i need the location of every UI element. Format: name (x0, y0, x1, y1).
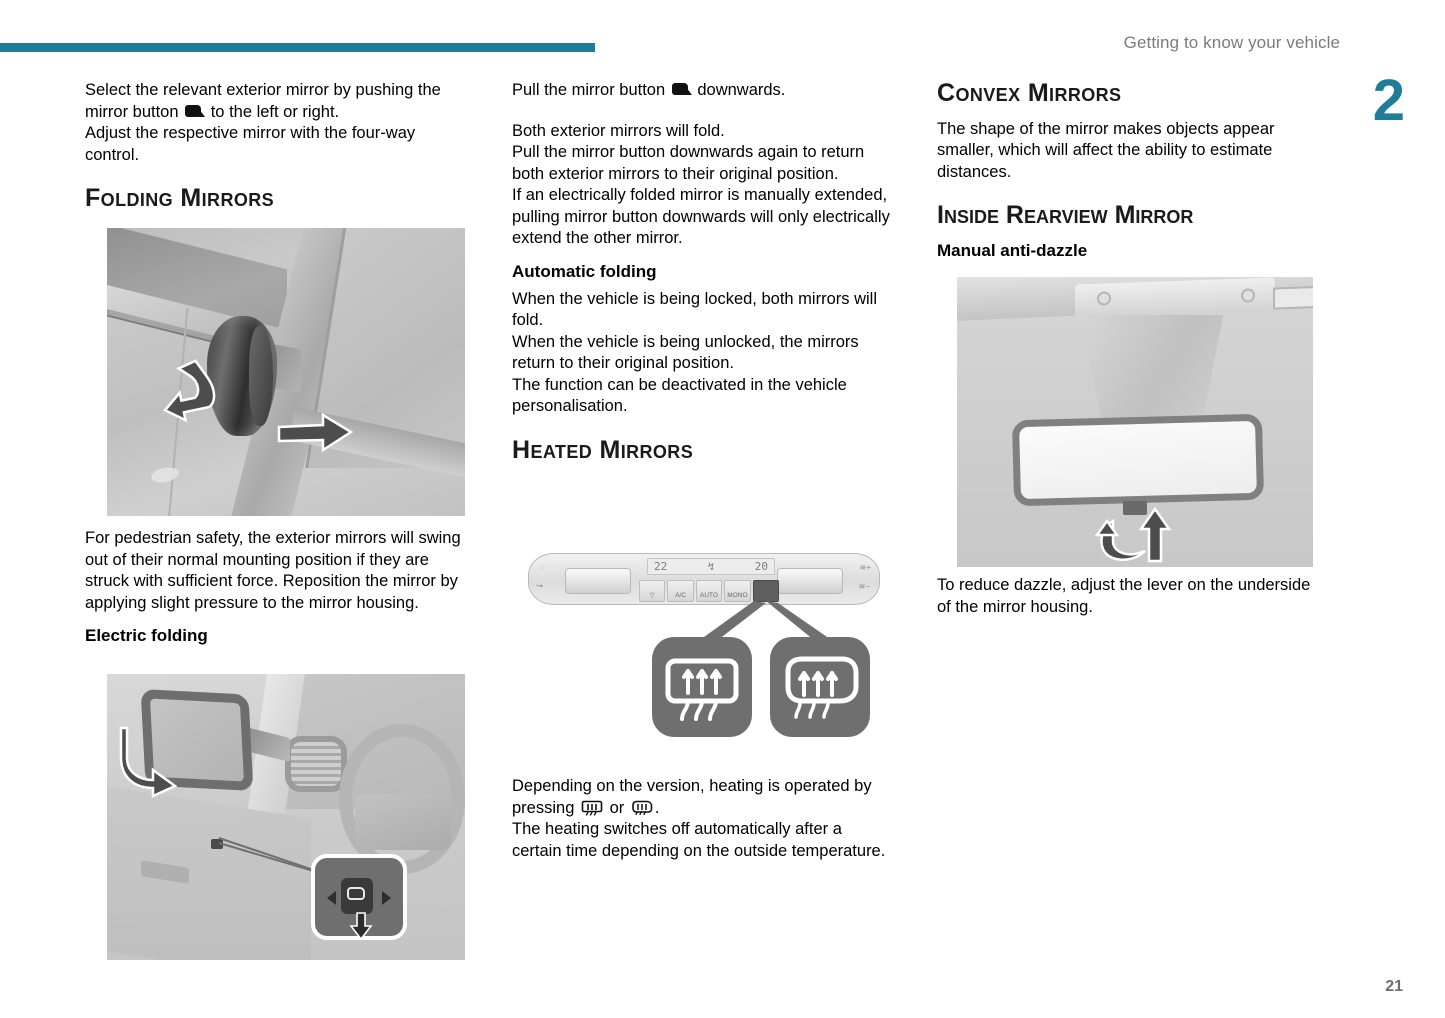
column-left (85, 80, 468, 213)
rearview-mirror-frame (1012, 414, 1264, 507)
mirror-button-icon (347, 887, 365, 900)
mirror-control-callout (311, 854, 407, 940)
steering-wheel-hub (355, 794, 451, 850)
arrow-right-icon (382, 891, 391, 905)
intro-text-b: to the left or right. (210, 102, 340, 121)
both-fold-paragraph: Both exterior mirrors will fold. (512, 121, 725, 140)
heating-text-a: Depending on the version, heating is operated by pressing (512, 777, 872, 817)
switches-off-paragraph: The heating switches off automatically after a certain time depending on the outside temperature. (512, 820, 886, 860)
recirculation-icon: ◌ (539, 563, 544, 572)
climate-display (647, 558, 775, 575)
heating-or-text: or (609, 798, 625, 817)
heated-mirror-callout (770, 637, 870, 737)
ac-button[interactable]: A/C (667, 580, 693, 602)
figure-inside-rearview-mirror (957, 277, 1313, 567)
arrow-left-icon (327, 891, 336, 905)
reduce-dazzle-paragraph: To reduce dazzle, adjust the lever on the underside of the mirror housing. (937, 576, 1311, 616)
fan-icon: ↯ (707, 560, 715, 573)
temp-left-value: 22 (654, 560, 668, 573)
page-header-title: Getting to know your vehicle (1123, 33, 1340, 52)
subheading-manual-anti-dazzle: Manual anti-dazzle (937, 240, 1088, 260)
intro-text-a: Select the relevant exterior mirror by pushing the mirror button (85, 81, 441, 121)
column-middle-bottom (512, 776, 895, 862)
overhead-console (1075, 278, 1275, 319)
intro-paragraph-2: Adjust the respective mirror with the four-way control. (85, 124, 416, 164)
figure-electric-folding (107, 674, 465, 960)
subheading-automatic-folding: Automatic folding (512, 261, 657, 281)
page-number: 21 (1385, 978, 1403, 995)
accent-bar (0, 43, 595, 52)
mirror-button-icon (185, 105, 204, 118)
fan-minus-icon: ≋− (858, 582, 870, 591)
fold-down-arrow-icon (121, 724, 179, 796)
rear-demist-button[interactable] (753, 580, 779, 602)
pull-mirror-button-paragraph (512, 80, 895, 102)
console-light-button[interactable] (1097, 291, 1111, 305)
heated-rear-window-icon (581, 800, 603, 816)
fan-plus-icon: ≋+ (859, 563, 871, 572)
arrow-down-icon (351, 913, 371, 939)
heated-rear-window-icon (652, 637, 752, 737)
climate-control-panel (528, 553, 880, 605)
heading-folding-mirrors: Folding Mirrors (85, 184, 275, 212)
console-light-button-right[interactable] (1241, 288, 1255, 302)
chapter-number: 2 (1372, 68, 1405, 133)
fold-arrow-right-icon (277, 413, 355, 453)
figure-folding-mirrors (107, 228, 465, 516)
heating-period: . (654, 798, 660, 817)
mono-button[interactable]: MONO (724, 580, 750, 602)
mirror-control-button[interactable] (341, 878, 373, 914)
temp-right-value: 20 (754, 560, 768, 573)
airflow-icon: ↝ (536, 581, 543, 590)
column-left-continued (85, 528, 468, 646)
climate-button-row (639, 580, 779, 602)
intro-paragraph-1 (85, 80, 468, 123)
subheading-electric-folding: Electric folding (85, 626, 208, 645)
air-vent (285, 736, 347, 792)
heated-mirror-icon (770, 637, 870, 737)
pedestrian-safety-paragraph: For pedestrian safety, the exterior mirrors will swing out of their normal mounting position if they are struck with sufficient force. Reposition the mirror by applying slight pressure to the mirror housing. (85, 529, 461, 612)
auto-button[interactable]: AUTO (696, 580, 722, 602)
heading-convex-mirrors: Convex Mirrors (937, 79, 1122, 107)
column-right-bottom (937, 575, 1315, 618)
heading-inside-rearview-mirror: Inside Rearview Mirror (937, 201, 1194, 229)
heated-rear-window-callout (652, 637, 752, 737)
heated-mirror-icon (631, 800, 653, 816)
anti-dazzle-arrow-icon (1097, 505, 1177, 563)
figure-heated-mirrors (512, 545, 895, 760)
manually-extended-paragraph: If an electrically folded mirror is manually extended, pulling mirror button downwards will only electrically extend the other mirror. (512, 186, 890, 247)
console-panel (1273, 284, 1313, 309)
deactivated-paragraph: The function can be deactivated in the vehicle personalisation. (512, 375, 847, 416)
windscreen-demist-button[interactable]: ▽ (639, 580, 665, 602)
locked-paragraph: When the vehicle is being locked, both mirrors will fold. (512, 289, 877, 330)
pull-text-b: downwards. (697, 81, 786, 99)
column-middle (512, 80, 895, 464)
unlocked-paragraph: When the vehicle is being unlocked, the mirrors return to their original position. (512, 332, 859, 373)
temperature-slider-left[interactable] (565, 568, 631, 594)
temperature-slider-right[interactable] (777, 568, 843, 594)
mirror-glass (249, 326, 273, 426)
convex-paragraph: The shape of the mirror makes objects appear smaller, which will affect the ability to estimate distances. (937, 119, 1275, 181)
pull-again-paragraph: Pull the mirror button downwards again to return both exterior mirrors to their original position. (512, 143, 865, 183)
heating-operated-paragraph (512, 776, 895, 819)
column-right (937, 80, 1315, 261)
heading-heated-mirrors: Heated Mirrors (512, 435, 694, 464)
exterior-mirror-housing (207, 316, 277, 436)
pull-text-a: Pull the mirror button (512, 81, 666, 99)
mirror-button-icon (672, 83, 691, 96)
fold-arrow-left-icon (153, 358, 213, 420)
